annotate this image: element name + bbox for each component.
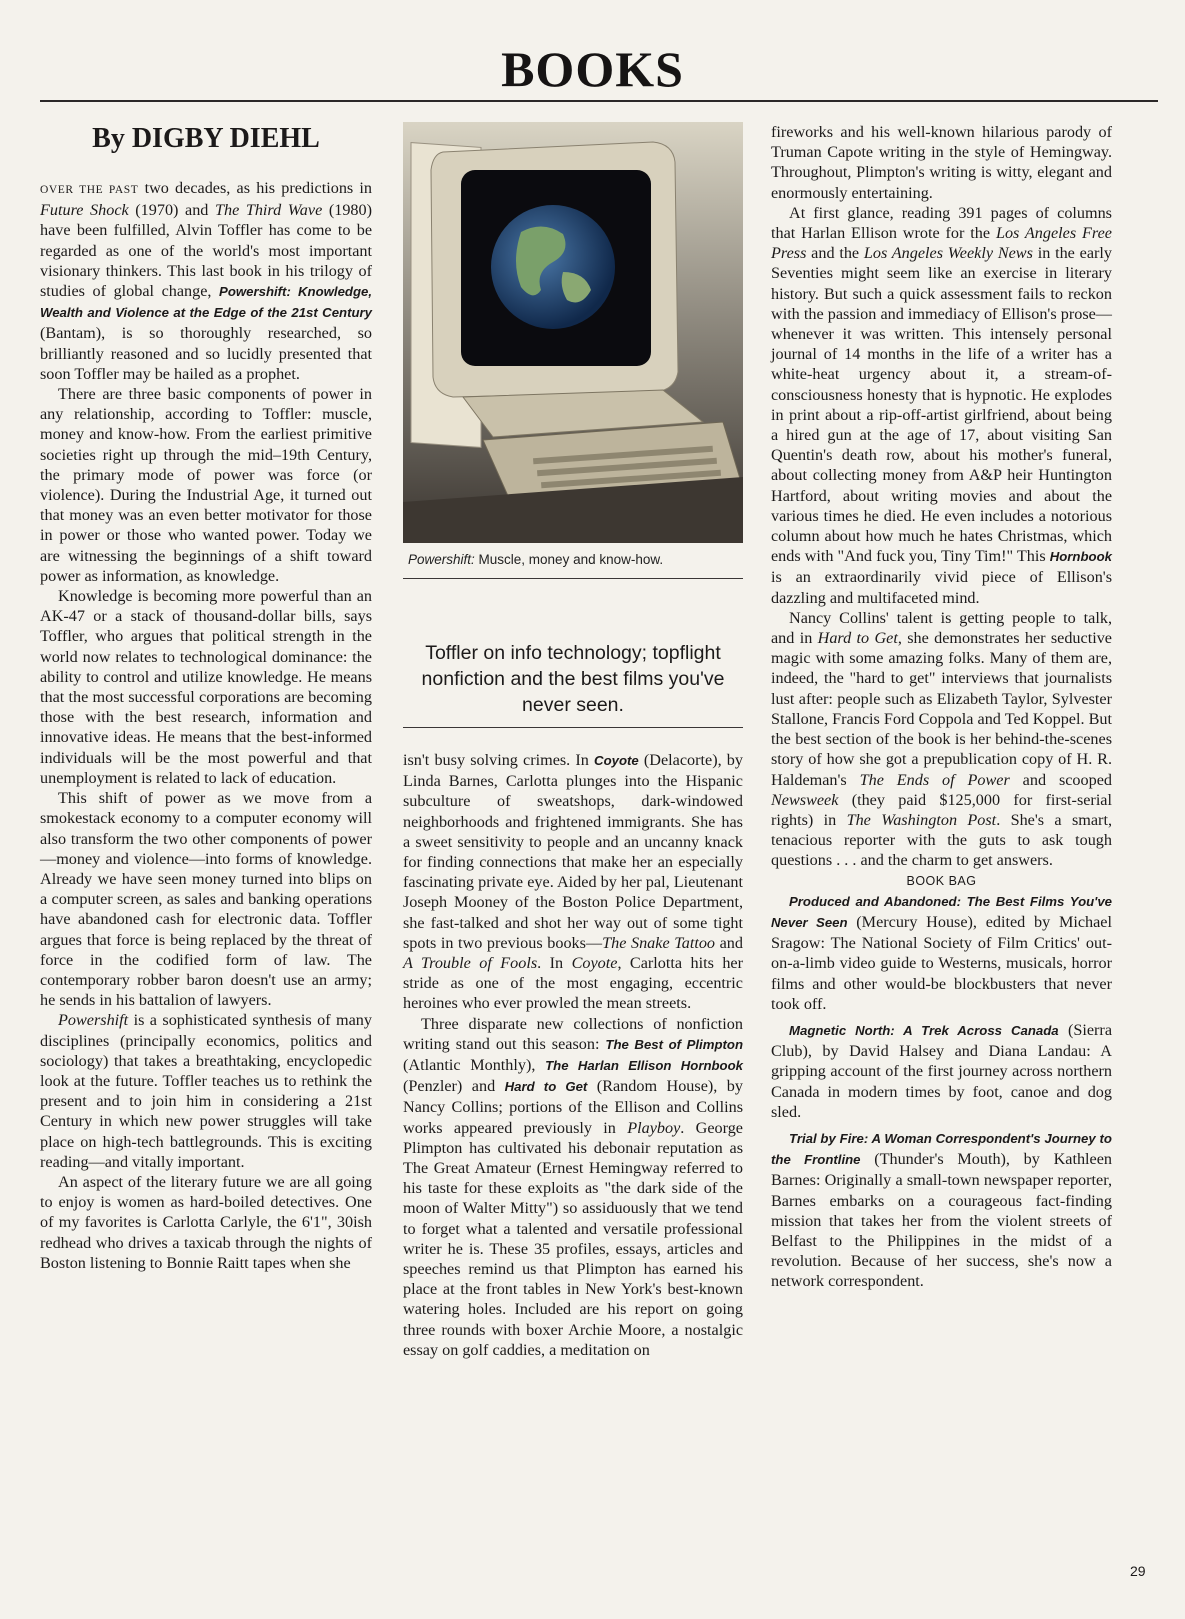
paragraph: Knowledge is becoming more powerful than an AK-47 or a stack of thousand-dollar bills, says Toffler, who argues that political strength in the world now relates to technological dominance: the ability to control and utilize knowledge. He means that the most successful corporations are becoming those with the best research, information and innovative ideas. He means that the best-informed individuals will be the most powerful and that unemployment is related to lack of education. bbox=[40, 587, 372, 787]
paragraph: OVER THE PAST two decades, as his predictions in Future Shock (1970) and The Third Wave (1980) have been fulfilled, Alvin Toffler has come to be regarded as one of the world's most important visionary thinkers. This last book in his trilogy of studies of global change, Powershift: Knowledge, Wealth and Violence at the Edge of the 21st Century (Bantam), is so thoroughly researched, so brilliantly reasoned and so lucidly presented that soon Toffler may be hailed as a prophet. bbox=[40, 179, 373, 383]
list-item: Trial by Fire: A Woman Correspondent's Journey to the Frontline (Thunder's Mouth), by Kathleen Barnes: Originally a small-town newspaper reporter, Barnes embarks on a courageous fact-finding mission that takes her from the violent streets of Belfast to the Philippines in the midst of a revolution. Because of her success, she's now a network correspondent. bbox=[771, 1130, 1112, 1291]
figure-caption: Powershift: Muscle, money and know-how. bbox=[408, 552, 664, 567]
paragraph: fireworks and his well-known hilarious parody of Truman Capote writing in the style of Hemingway. Throughout, Plimpton's writing is witty, elegant and enormously entertaining. bbox=[771, 123, 1112, 202]
header-rule bbox=[40, 100, 1158, 102]
book-bag-list bbox=[771, 891, 1112, 1292]
globe-icon bbox=[491, 205, 615, 329]
page-number: 29 bbox=[1130, 1563, 1146, 1579]
column-2 bbox=[403, 750, 743, 1360]
column-3 bbox=[771, 122, 1112, 1298]
pullquote: Toffler on info technology; topflight nonfiction and the best films you've never seen. bbox=[421, 642, 725, 716]
paragraph: Nancy Collins' talent is getting people to talk, and in Hard to Get, she demonstrates her seductive magic with some amazing folks. Many of them are, indeed, the "hard to get" interviews that journalists lust after: people such as Elizabeth Taylor, Sylvester Stallone, Francis Ford Coppola and Ted Koppel. But the best section of the book is her behind-the-scenes story of how she got a prepublication copy of H. R. Haldeman's The Ends of Power and scooped Newsweek (they paid $125,000 for first-serial rights) in The Washington Post. She's a smart, tenacious reporter with the guts to ask tough questions . . . and the charm to get answers. bbox=[771, 608, 1112, 870]
paragraph: There are three basic components of power in any relationship, according to Toffler: muscle, money and know-how. From the earliest primitive societies right up through the mid–19th Century, the primary mode of power was force (or violence). During the Industrial Age, it turned out that money was an even better motivator for those in power or those who wanted power. Today we are witnessing the beginnings of a shift toward power as information, as knowledge. bbox=[40, 385, 372, 585]
paragraph: At first glance, reading 391 pages of columns that Harlan Ellison wrote for the Los Angeles Free Press and the Los Angeles Weekly News in the early Seventies might seem like an exercise in literary history. But such a quick assessment fails to reckon with the passion and immediacy of Ellison's prose—whenever it was written. This intensely personal journal of 14 months in the life of a writer has a white-heat urgency about it, a stream-of-consciousness honesty that is hypnotic. He explodes in print about a rip-off-artist girlfriend, about being a hired gun at the age of 17, about visiting San Quentin's death row, about his mother's funeral, about collecting money from A&P heir Huntington Hartford, about writing movies and about the various times he died. He even includes a notorious column about how much he hates Christmas, which ends with "And fuck you, Tiny Tim!" This Hornbook is an extraordinarily vivid piece of Ellison's dazzling and multifaceted mind. bbox=[771, 203, 1112, 607]
section-title: BOOKS bbox=[501, 41, 684, 97]
list-item: Magnetic North: A Trek Across Canada (Sierra Club), by David Halsey and Diana Landau: A gripping account of the first journey across northern Canada in modern times by foot, canoe and dog sled. bbox=[771, 1020, 1113, 1121]
book-bag-heading: BOOK BAG bbox=[906, 873, 977, 888]
byline: By DIGBY DIEHL bbox=[92, 123, 320, 154]
paragraph: Three disparate new collections of nonfiction writing stand out this season: The Best of Plimpton (Atlantic Monthly), The Harlan Ellison Hornbook (Penzler) and Hard to Get (Random House), by Nancy Collins; portions of the Ellison and Collins works appeared previously in Playboy. George Plimpton has cultivated his debonair reputation as The Great Amateur (Ernest Hemingway referred to his taste for these exploits as "the dark side of the moon of Walter Mitty") so assiduously that we tend to forget what a talented and versatile professional writer he is. These 35 profiles, essays, articles and speeches remind us that Plimpton has earned his place at the front tables in New York's best-known watering holes. Included are his report on going three rounds with boxer Archie Moore, a nostalgic essay on golf caddies, a meditation on bbox=[403, 1014, 744, 1359]
pullquote-rule-bottom bbox=[403, 727, 743, 728]
computer-book-illustration bbox=[403, 122, 743, 543]
list-item: Produced and Abandoned: The Best Films You've Never Seen (Mercury House), edited by Michael Sragow: The National Society of Film Critics' out-on-a-limb video guide to Westerns, musicals, horror films and other would-be blockbusters that never took off. bbox=[771, 893, 1112, 1013]
paragraph: Powershift is a sophisticated synthesis of many disciplines (principally economics, politics and sociology) that takes a breathtaking, encyclopedic look at the future. Toffler teaches us to rethink the present and to join him in considering a 21st Century in which new power struggles will take place on high-tech battlegrounds. This is exciting reading—and vitally important. bbox=[40, 1011, 372, 1171]
column-1 bbox=[40, 122, 372, 1273]
paragraph: An aspect of the literary future we are all going to enjoy is women as hard-boiled detectives. One of my favorites is Carlotta Carlyle, the 6'1", 30ish redhead who drives a taxicab through the nights of Boston listening to Bonnie Raitt tapes when she bbox=[40, 1172, 372, 1272]
paragraph: isn't busy solving crimes. In Coyote (Delacorte), by Linda Barnes, Carlotta plunges into the Hispanic subculture of sweatshops, dark-windowed neighborhoods and frightened immigrants. She has a sweet sensitivity to people and an uncanny knack for finding connections that make her an especially fascinating private eye. Aided by her pal, Lieutenant Joseph Mooney of the Boston Police Department, she fast-talked and shot her way out of some tight spots in two previous books—The Snake Tattoo and A Trouble of Fools. In Coyote, Carlotta hits her stride as one of the most engaging, eccentric heroines who ever prowled the mean streets. bbox=[403, 751, 744, 1013]
paragraph: This shift of power as we move from a smokestack economy to a computer economy will also transform the two other components of power—money and violence—into forms of knowledge. Already we have seen money turned into blips on a computer screen, as sales and banking operations have abandoned cash for electronic data. Toffler argues that force is being replaced by the threat of force in the codified form of law. The contemporary robber baron doesn't use an army; he sends in his battalion of lawyers. bbox=[40, 789, 372, 1010]
pullquote-rule-top bbox=[403, 578, 743, 579]
